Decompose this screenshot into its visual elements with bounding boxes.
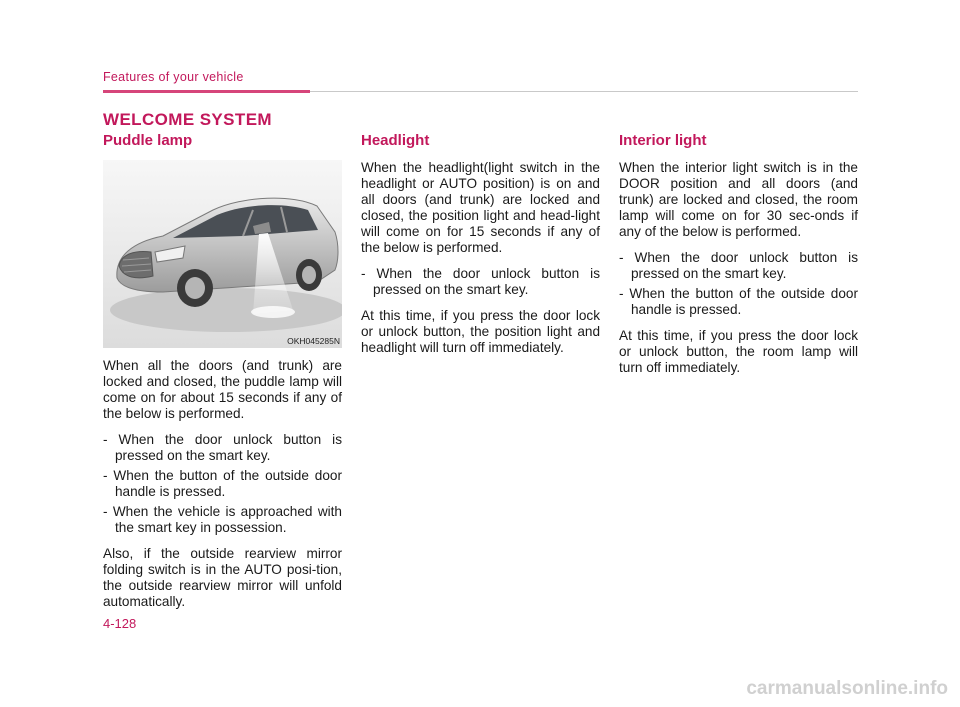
page-number: 4-128 [103, 616, 137, 631]
figure-code: OKH045285N [287, 336, 340, 346]
puddle-lamp-heading: Puddle lamp [103, 132, 193, 149]
watermark: carmanualsonline.info [746, 678, 948, 699]
header-accent-bar [103, 90, 310, 93]
running-header: Features of your vehicle [103, 70, 244, 84]
list-item: - When the button of the outside door handle is pressed. [619, 286, 858, 317]
headlight-intro: When the headlight(light switch in the headlight or AUTO position) is on and all doors (and trunk) are locked and closed, the position light and head-light will come on for 15 seconds if any of the below is performed. [361, 160, 600, 255]
headlight-heading: Headlight [361, 132, 430, 149]
puddle-lamp-column [103, 131, 342, 620]
list-item: - When the button of the outside door handle is pressed. [103, 468, 342, 499]
puddle-lamp-intro: When all the doors (and trunk) are locked and closed, the puddle lamp will come on for about 15 seconds if any of the below is performed. [103, 358, 342, 421]
car-illustration [103, 160, 342, 348]
list-item: - When the door unlock button is pressed on the smart key. [361, 266, 600, 297]
interior-light-list [619, 250, 858, 318]
interior-light-intro: When the interior light switch is in the DOOR position and all doors (and trunk) are locked and closed, the room lamp will come on for 30 sec-onds if any of the below is performed. [619, 160, 858, 239]
interior-light-outro: At this time, if you press the door lock or unlock button, the room lamp will turn off immediately. [619, 328, 858, 375]
puddle-lamp-outro: Also, if the outside rearview mirror folding switch is in the AUTO posi-tion, the outside rearview mirror will unfold automatically. [103, 546, 342, 609]
list-item: - When the door unlock button is pressed on the smart key. [103, 432, 342, 463]
headlight-column [361, 131, 600, 366]
header-rule [310, 91, 858, 92]
headlight-list [361, 266, 600, 298]
puddle-lamp-list [103, 432, 342, 536]
interior-light-column [619, 131, 858, 386]
headlight-outro: At this time, if you press the door lock or unlock button, the position light and headlight will turn off immediately. [361, 308, 600, 355]
list-item: - When the vehicle is approached with the smart key in possession. [103, 504, 342, 535]
interior-light-heading: Interior light [619, 132, 707, 149]
list-item: - When the door unlock button is pressed on the smart key. [619, 250, 858, 281]
section-title: WELCOME SYSTEM [103, 110, 272, 129]
puddle-lamp-figure [103, 160, 342, 348]
